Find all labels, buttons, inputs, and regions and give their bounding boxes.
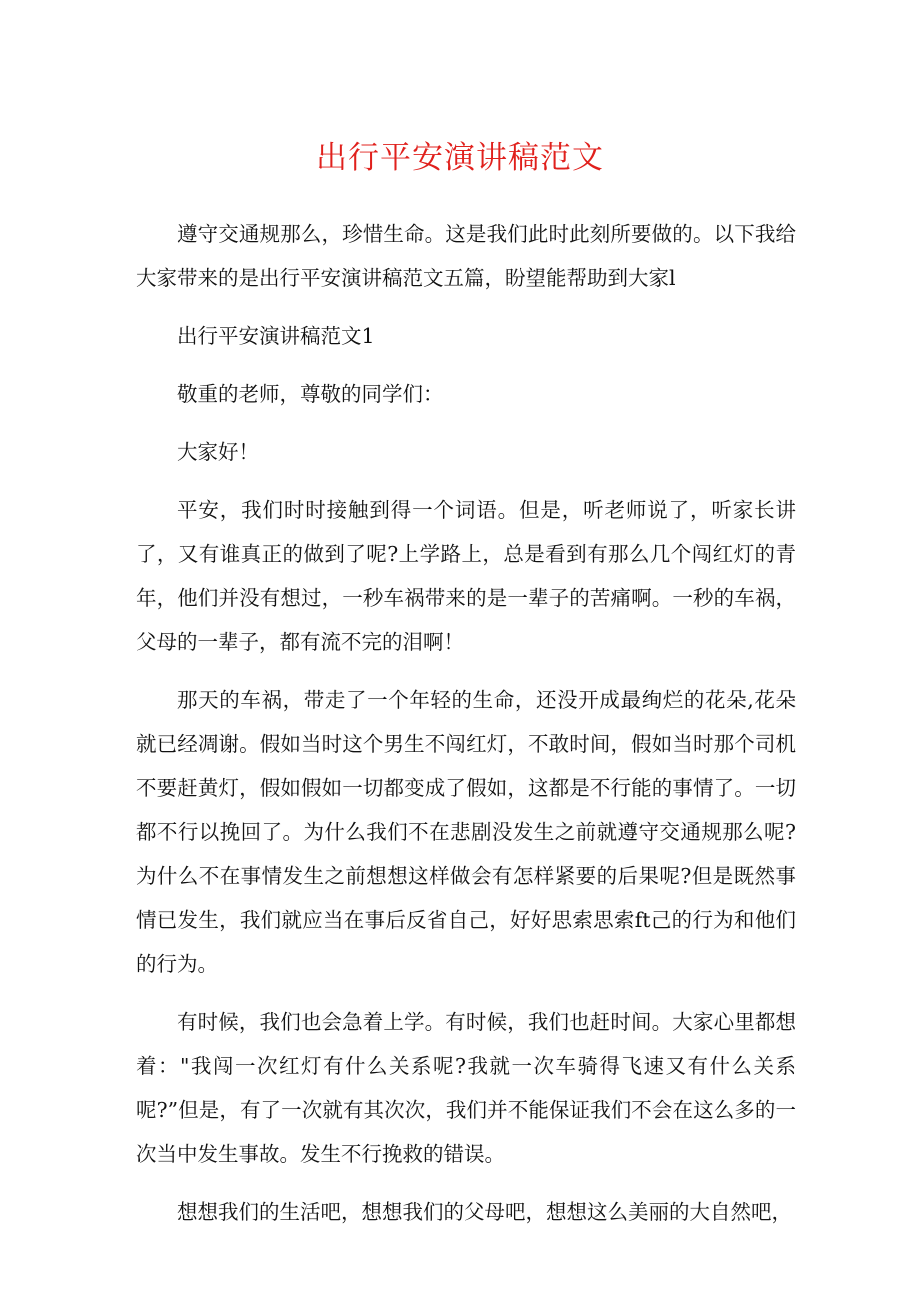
document-body bbox=[136, 212, 796, 1248]
paragraph-greeting: 大家好！ bbox=[177, 440, 259, 464]
paragraph-body-2: 那天的车祸，带走了一个年轻的生命，还没开成最绚烂的花朵,花朵就已经凋谢。假如当时这个男生不闯红灯，不敢时间，假如当时那个司机不要赶黄灯，假如假如一切都变成了假如，这都是不行能的事情了。一切都不行以挽回了。为什么我们不在悲剧没发生之前就遵守交通规那么呢?为什么不在事情发生之前想想这样做会有怎样紧要的后果呢?但是既然事情已发生，我们就应当在事后反省自己，好好思索思索ft己的行为和他们的行为。 bbox=[136, 688, 796, 976]
paragraph-intro: 遵守交通规那么，珍惜生命。这是我们此时此刻所要做的。以下我给大家带来的是出行平安演讲稿范文五篇，盼望能帮助到大家l bbox=[136, 222, 796, 290]
paragraph-body-4: 想想我们的生活吧，想想我们的父母吧，想想这么美丽的大自然吧， bbox=[177, 1200, 792, 1224]
paragraph-body-1: 平安，我们时时接触到得一个词语。但是，听老师说了，听家长讲了，又有谁真正的做到了呢?上学路上，总是看到有那么几个闯红灯的青年，他们并没有想过，一秒车祸带来的是一辈子的苦痛啊。一秒的车祸，父母的一辈子，都有流不完的泪啊！ bbox=[136, 498, 796, 654]
paragraph-section-heading: 出行平安演讲稿范文1 bbox=[177, 324, 375, 348]
paragraph-salutation: 敬重的老师，尊敬的同学们： bbox=[177, 382, 444, 406]
document-title: 出行平安演讲稿范文 bbox=[316, 140, 604, 176]
paragraph-body-3: 有时候，我们也会急着上学。有时候，我们也赶时间。大家心里都想着："我闯一次红灯有什么关系呢?我就一次车骑得飞速又有什么关系呢?”但是，有了一次就有其次次，我们并不能保证我们不会在这么多的一次当中发生事故。发生不行挽救的错误。 bbox=[136, 1010, 796, 1166]
